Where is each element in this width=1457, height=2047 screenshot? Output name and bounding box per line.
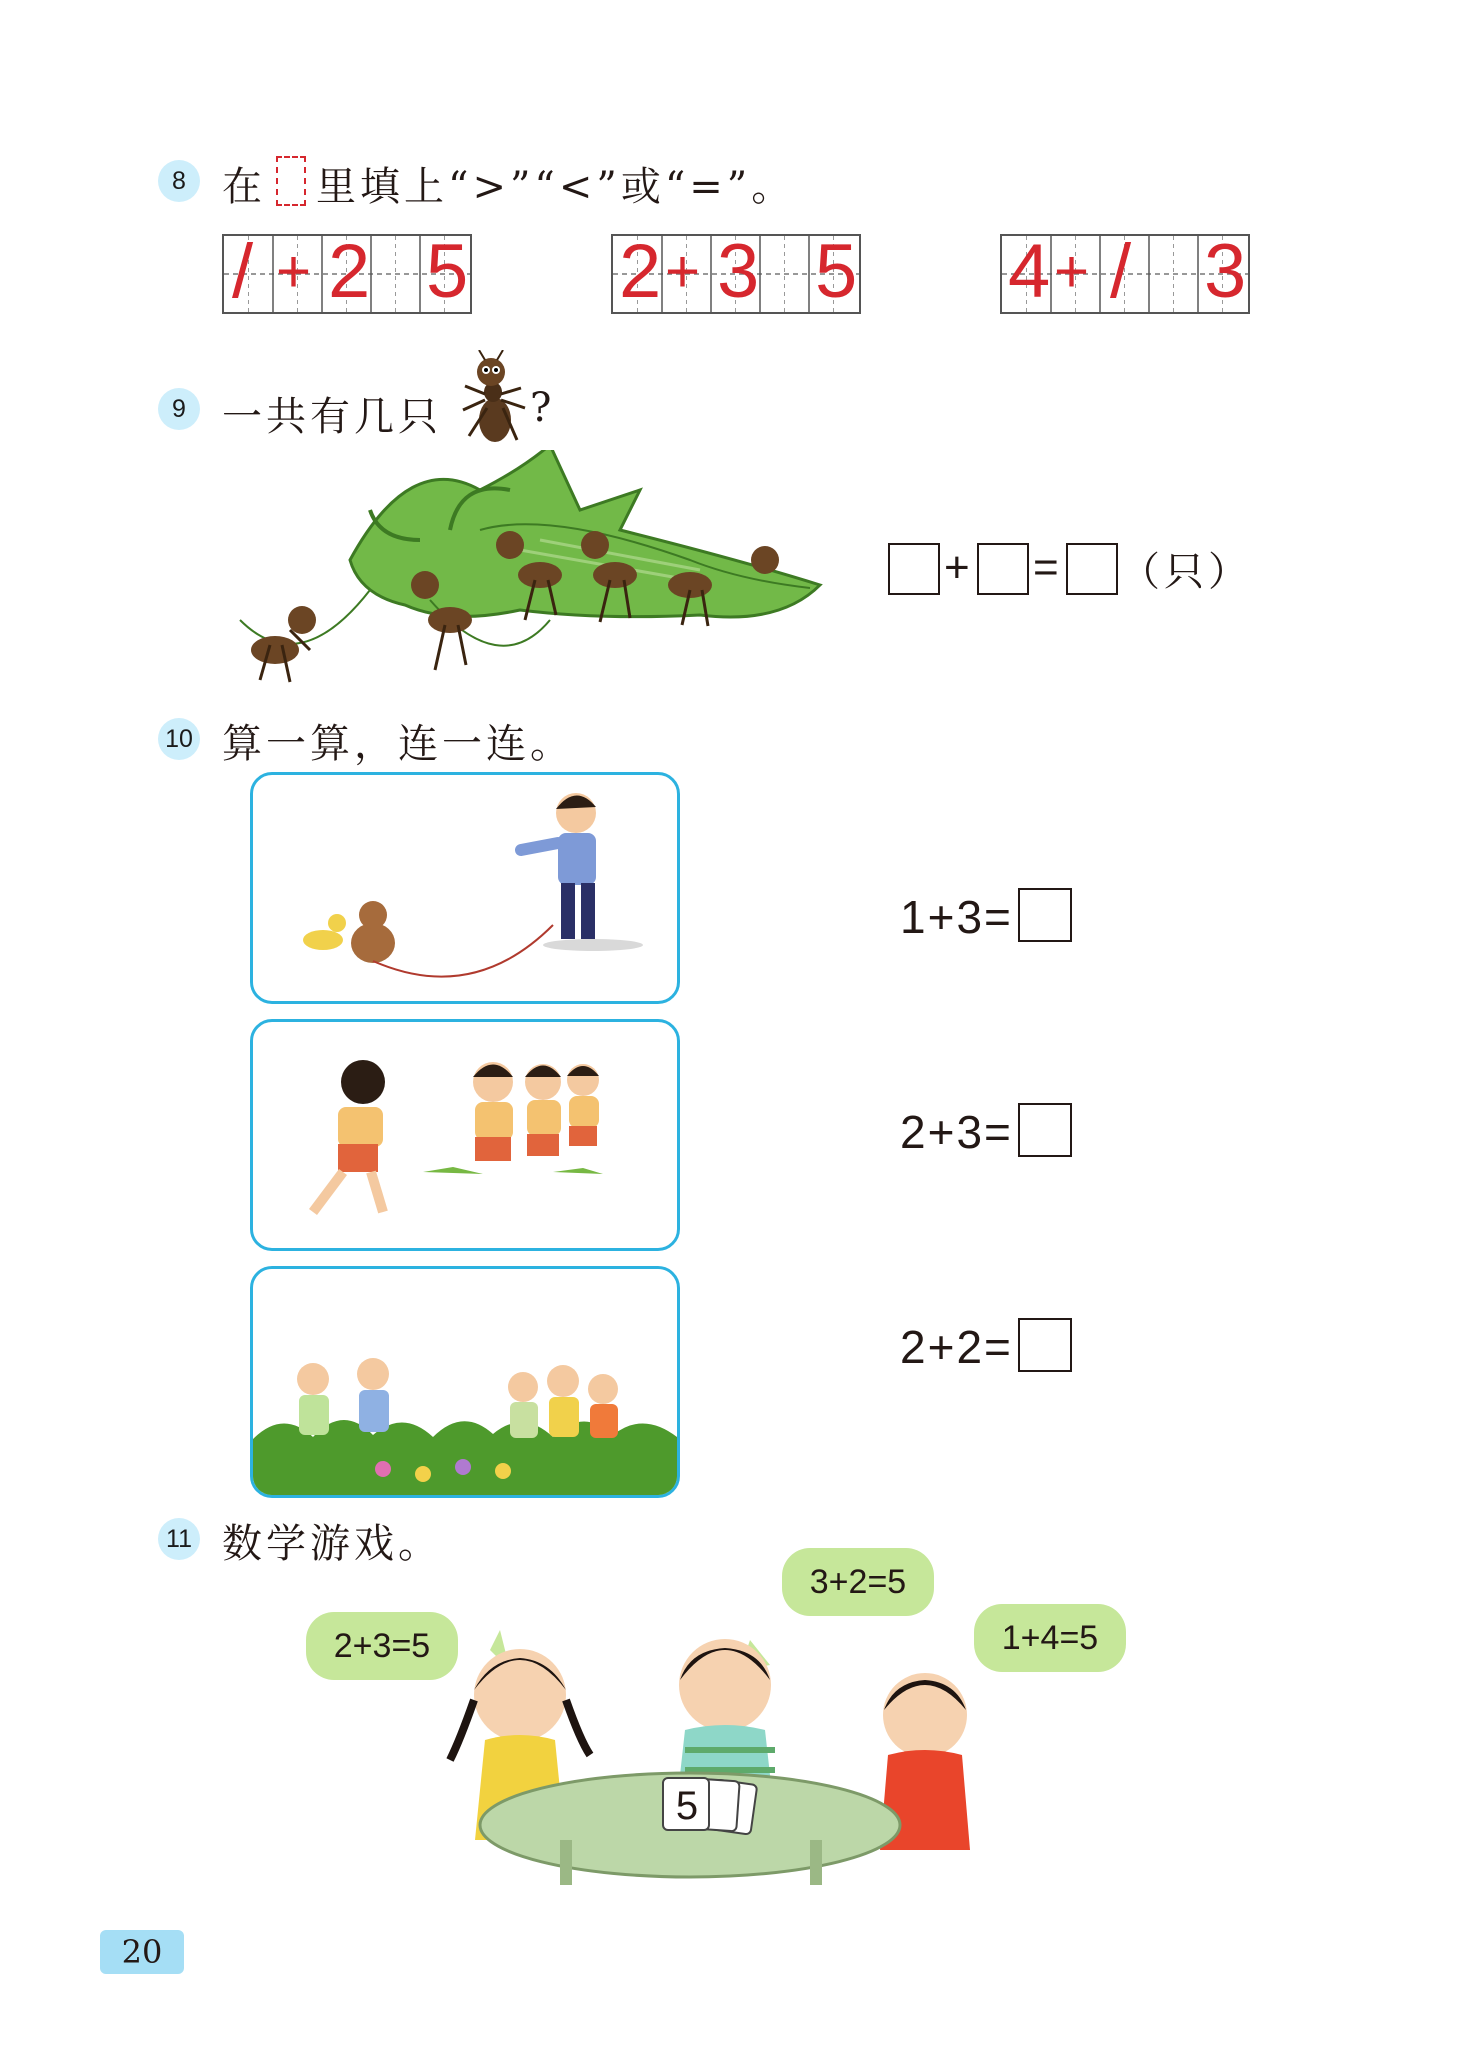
question-number-11: 11 — [158, 1518, 200, 1560]
equation-3: 2+2= — [900, 1321, 1013, 1373]
picture-panel-2 — [250, 1019, 680, 1251]
unit-label: （只） — [1120, 549, 1252, 595]
grid-char: + — [665, 238, 701, 305]
speech-bubble: 1+4=5 — [974, 1604, 1126, 1672]
grid-char: 5 — [815, 229, 858, 314]
answer-box[interactable] — [1066, 543, 1118, 595]
question-number-8: 8 — [158, 160, 200, 202]
child — [508, 1372, 538, 1438]
speech-bubble: 2+3=5 — [306, 1612, 458, 1680]
grid-char: 2 — [328, 229, 371, 314]
child — [473, 1062, 513, 1161]
equation-2: 2+3= — [900, 1106, 1013, 1158]
children-watering-plants-illustration — [253, 1269, 677, 1495]
child — [588, 1374, 618, 1438]
equation-1: 1+3= — [900, 891, 1013, 943]
grid-char: / — [232, 229, 254, 314]
ant-icon — [251, 606, 316, 682]
writing-grid-3 — [1000, 229, 1250, 314]
question-10-text: 算一算，连一连。 — [222, 721, 574, 767]
grid-char: 3 — [717, 229, 760, 314]
grid-char: / — [1110, 229, 1132, 314]
picture-panel-3 — [250, 1266, 680, 1498]
question-9-label: 一共有几只 — [222, 394, 442, 440]
writing-grid-2 — [611, 229, 861, 314]
question-8-text-after: 里填上“>”“<”或“=”。 — [316, 164, 796, 210]
question-mark: ? — [530, 385, 556, 431]
boy-with-toys-illustration — [253, 775, 677, 1001]
page-number: 20 — [100, 1930, 184, 1974]
child — [567, 1064, 599, 1146]
grid-char: 5 — [426, 229, 469, 314]
children-playing-illustration — [253, 1022, 677, 1248]
equals-sign: = — [1033, 543, 1059, 592]
question-8-text — [222, 155, 795, 212]
answer-box[interactable] — [1018, 888, 1072, 942]
child — [357, 1358, 389, 1432]
question-8-text-before: 在 — [222, 164, 266, 210]
mantis-and-ants-illustration — [220, 450, 840, 690]
writing-grid-1 — [222, 229, 472, 314]
grid-char: 2 — [619, 229, 662, 314]
child — [547, 1365, 579, 1437]
question-number-9: 9 — [158, 388, 200, 430]
question-9-text — [222, 385, 442, 442]
answer-box[interactable] — [888, 543, 940, 595]
grid-char: 3 — [1204, 229, 1247, 314]
answer-box[interactable] — [977, 543, 1029, 595]
answer-box[interactable] — [1018, 1103, 1072, 1157]
speech-bubble: 3+2=5 — [782, 1548, 934, 1616]
ant-icon — [455, 350, 535, 450]
child — [525, 1064, 561, 1156]
grid-char: 4 — [1008, 229, 1051, 314]
question-number-10: 10 — [158, 718, 200, 760]
answer-box[interactable] — [1018, 1318, 1072, 1372]
children-at-table-illustration — [440, 1590, 980, 1890]
answer-box-icon — [276, 156, 306, 206]
number-card: 5 — [675, 1783, 699, 1828]
question-11-text: 数学游戏。 — [222, 1521, 442, 1567]
child — [297, 1363, 329, 1435]
picture-panel-1 — [250, 772, 680, 1004]
grid-char: + — [276, 238, 312, 305]
grid-char: + — [1054, 238, 1090, 305]
plus-sign: + — [944, 543, 970, 592]
